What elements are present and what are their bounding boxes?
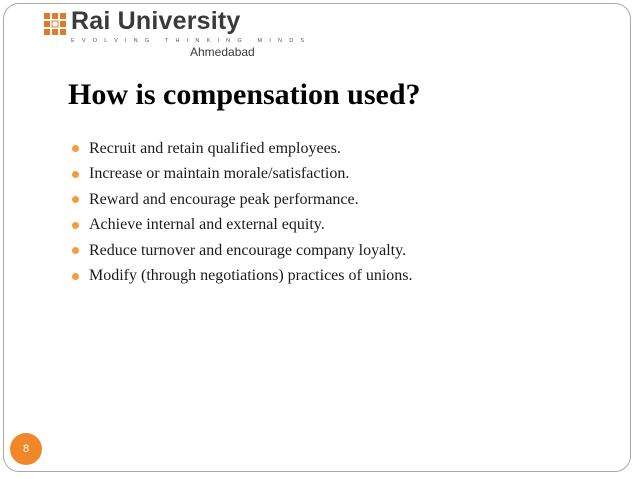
bullet-item — [72, 213, 413, 239]
bullet-dot-icon — [72, 171, 79, 178]
bullet-text: Increase or maintain morale/satisfaction. — [89, 165, 350, 183]
bullet-dot-icon — [72, 196, 79, 203]
bullet-text: Modify (through negotiations) practices of unions. — [89, 267, 413, 285]
university-emblem-icon — [44, 13, 66, 35]
university-name: Rai University — [71, 7, 241, 35]
bullet-dot-icon — [72, 247, 79, 254]
university-tagline: EVOLVING THINKING MINDS — [71, 38, 312, 44]
bullet-text: Reward and encourage peak performance. — [89, 190, 359, 208]
bullet-item — [72, 187, 413, 213]
bullet-list — [72, 136, 413, 289]
bullet-dot-icon — [72, 145, 79, 152]
slide-title: How is compensation used? — [68, 78, 421, 111]
bullet-text: Reduce turnover and encourage company loyalty. — [89, 241, 407, 259]
bullet-item — [72, 264, 413, 290]
bullet-dot-icon — [72, 222, 79, 229]
bullet-item — [72, 136, 413, 162]
bullet-dot-icon — [72, 273, 79, 280]
bullet-text: Recruit and retain qualified employees. — [89, 139, 341, 157]
bullet-item — [72, 238, 413, 264]
campus-name: Ahmedabad — [190, 45, 255, 59]
university-logo — [44, 7, 312, 59]
bullet-item — [72, 162, 413, 188]
page-number-badge: 8 — [10, 433, 42, 465]
bullet-text: Achieve internal and external equity. — [89, 216, 325, 234]
